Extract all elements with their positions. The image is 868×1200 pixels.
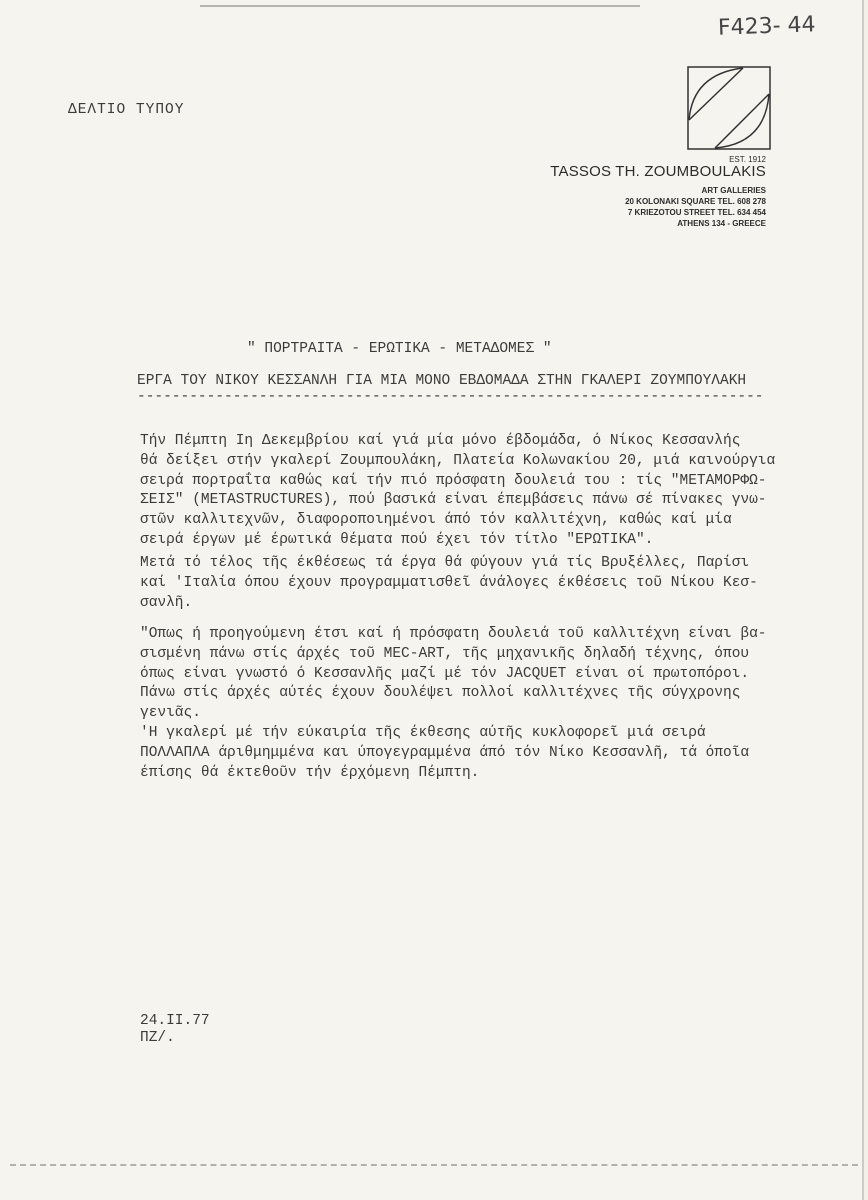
paragraph: "Οπως ή προηγούμενη έτσι καί ή πρόσφατη δουλειά τοῦ καλλιτέχνη είναι βα- σισμένη πάνω στίς άρχές τοῦ MEC-ART, τῆς μηχανικῆς δηλαδή τέχνης, όπου όπως είναι γνωστό ό Κεσσανλῆς μαζί μέ τόν JACQUET είναι οί πρωτοπόροι. Πάνω στίς άρχές αύτές έχουν δουλέψει πολλοί καλλιτέχνες τῆς σύγχρονης γενιᾶς. bbox=[140, 626, 767, 722]
signature-block bbox=[140, 1013, 210, 1047]
established: EST. 1912 bbox=[729, 155, 766, 164]
gallery-name: TASSOS TH. ZOUMBOULAKIS bbox=[550, 163, 766, 180]
address-line: ART GALLERIES bbox=[701, 186, 766, 195]
document-title: " ΠΟΡΤΡΑΙΤΑ - ΕΡΩΤΙΚΑ - ΜΕΤΑΔΟΜΕΣ " bbox=[247, 341, 552, 357]
date: 24.ΙΙ.77 bbox=[140, 1013, 210, 1029]
paragraph: Μετά τό τέλος τῆς έκθέσεως τά έργα θά φύγουν γιά τίς Βρυξέλλες, Παρίσι καί 'Ιταλία όπου έχουν προγραμματισθεῖ άνάλογες έκθέσεις τοῦ Νίκου Κεσ- σανλῆ. bbox=[140, 555, 758, 611]
document-subtitle: ΕΡΓΑ ΤΟΥ ΝΙΚΟΥ ΚΕΣΣΑΝΛΗ ΓΙΑ ΜΙΑ ΜΟΝΟ ΕΒΔΟΜΑΔΑ ΣΤΗΝ ΓΚΑΛΕΡΙ ΖΟΥΜΠΟΥΛΑΚΗ bbox=[137, 373, 747, 389]
gallery-logo bbox=[687, 66, 771, 150]
letterhead bbox=[550, 155, 766, 229]
paragraph: 'Η γκαλερί μέ τήν εύκαιρία τῆς έκθεσης αύτῆς κυκλοφορεῖ μιά σειρά ΠΟΛΛΑΠΛΑ άριθμημμένα και ύπογεγραμμένα άπό τόν Νίκο Κεσσανλῆ, τά όποῖα έπίσης θά έκτεθοῦν τήν έρχόμενη Πέμπτη. bbox=[140, 725, 750, 781]
address-line: 7 KRIEZOTOU STREET TEL. 634 454 bbox=[627, 208, 766, 217]
gallery-address bbox=[550, 185, 766, 229]
archive-number: F423- 44 bbox=[717, 12, 816, 41]
paper-edge-mark bbox=[200, 5, 640, 7]
initials: ΠΖ/. bbox=[140, 1030, 175, 1046]
fold-line bbox=[10, 1164, 858, 1166]
title-underline: ------------------------------------------------------------------------ bbox=[137, 389, 764, 405]
paragraph: Τήν Πέμπτη Ιη Δεκεμβρίου καί γιά μία μόνο έβδομάδα, ό Νίκος Κεσσανλής θά δείξει στήν γκαλερί Ζουμπουλάκη, Πλατεία Κολωνακίου 20, μιά καινούργια σειρά πορτραΐτα καθώς καί τήν πιό πρόσφατη δουλειά του : τίς "ΜΕΤΑΜΟΡΦΩ- ΣΕΙΣ" (METASTRUCTURES), πού βασικά είναι έπεμβάσεις πάνω σέ πίνακες γνω- στῶν καλλιτεχνῶν, διαφοροποιημένοι άπό τόν καλλιτέχνη, καθώς καί μία σειρά έργων μέ έρωτικά θέματα πού έχει τόν τίτλο "ΕΡΩΤΙΚΑ". bbox=[140, 433, 776, 548]
document-type: ΔΕΛΤΙΟ ΤΥΠΟΥ bbox=[68, 102, 185, 118]
address-line: 20 KOLONAKI SQUARE TEL. 608 278 bbox=[625, 197, 766, 206]
address-line: ATHENS 134 - GREECE bbox=[677, 219, 766, 228]
